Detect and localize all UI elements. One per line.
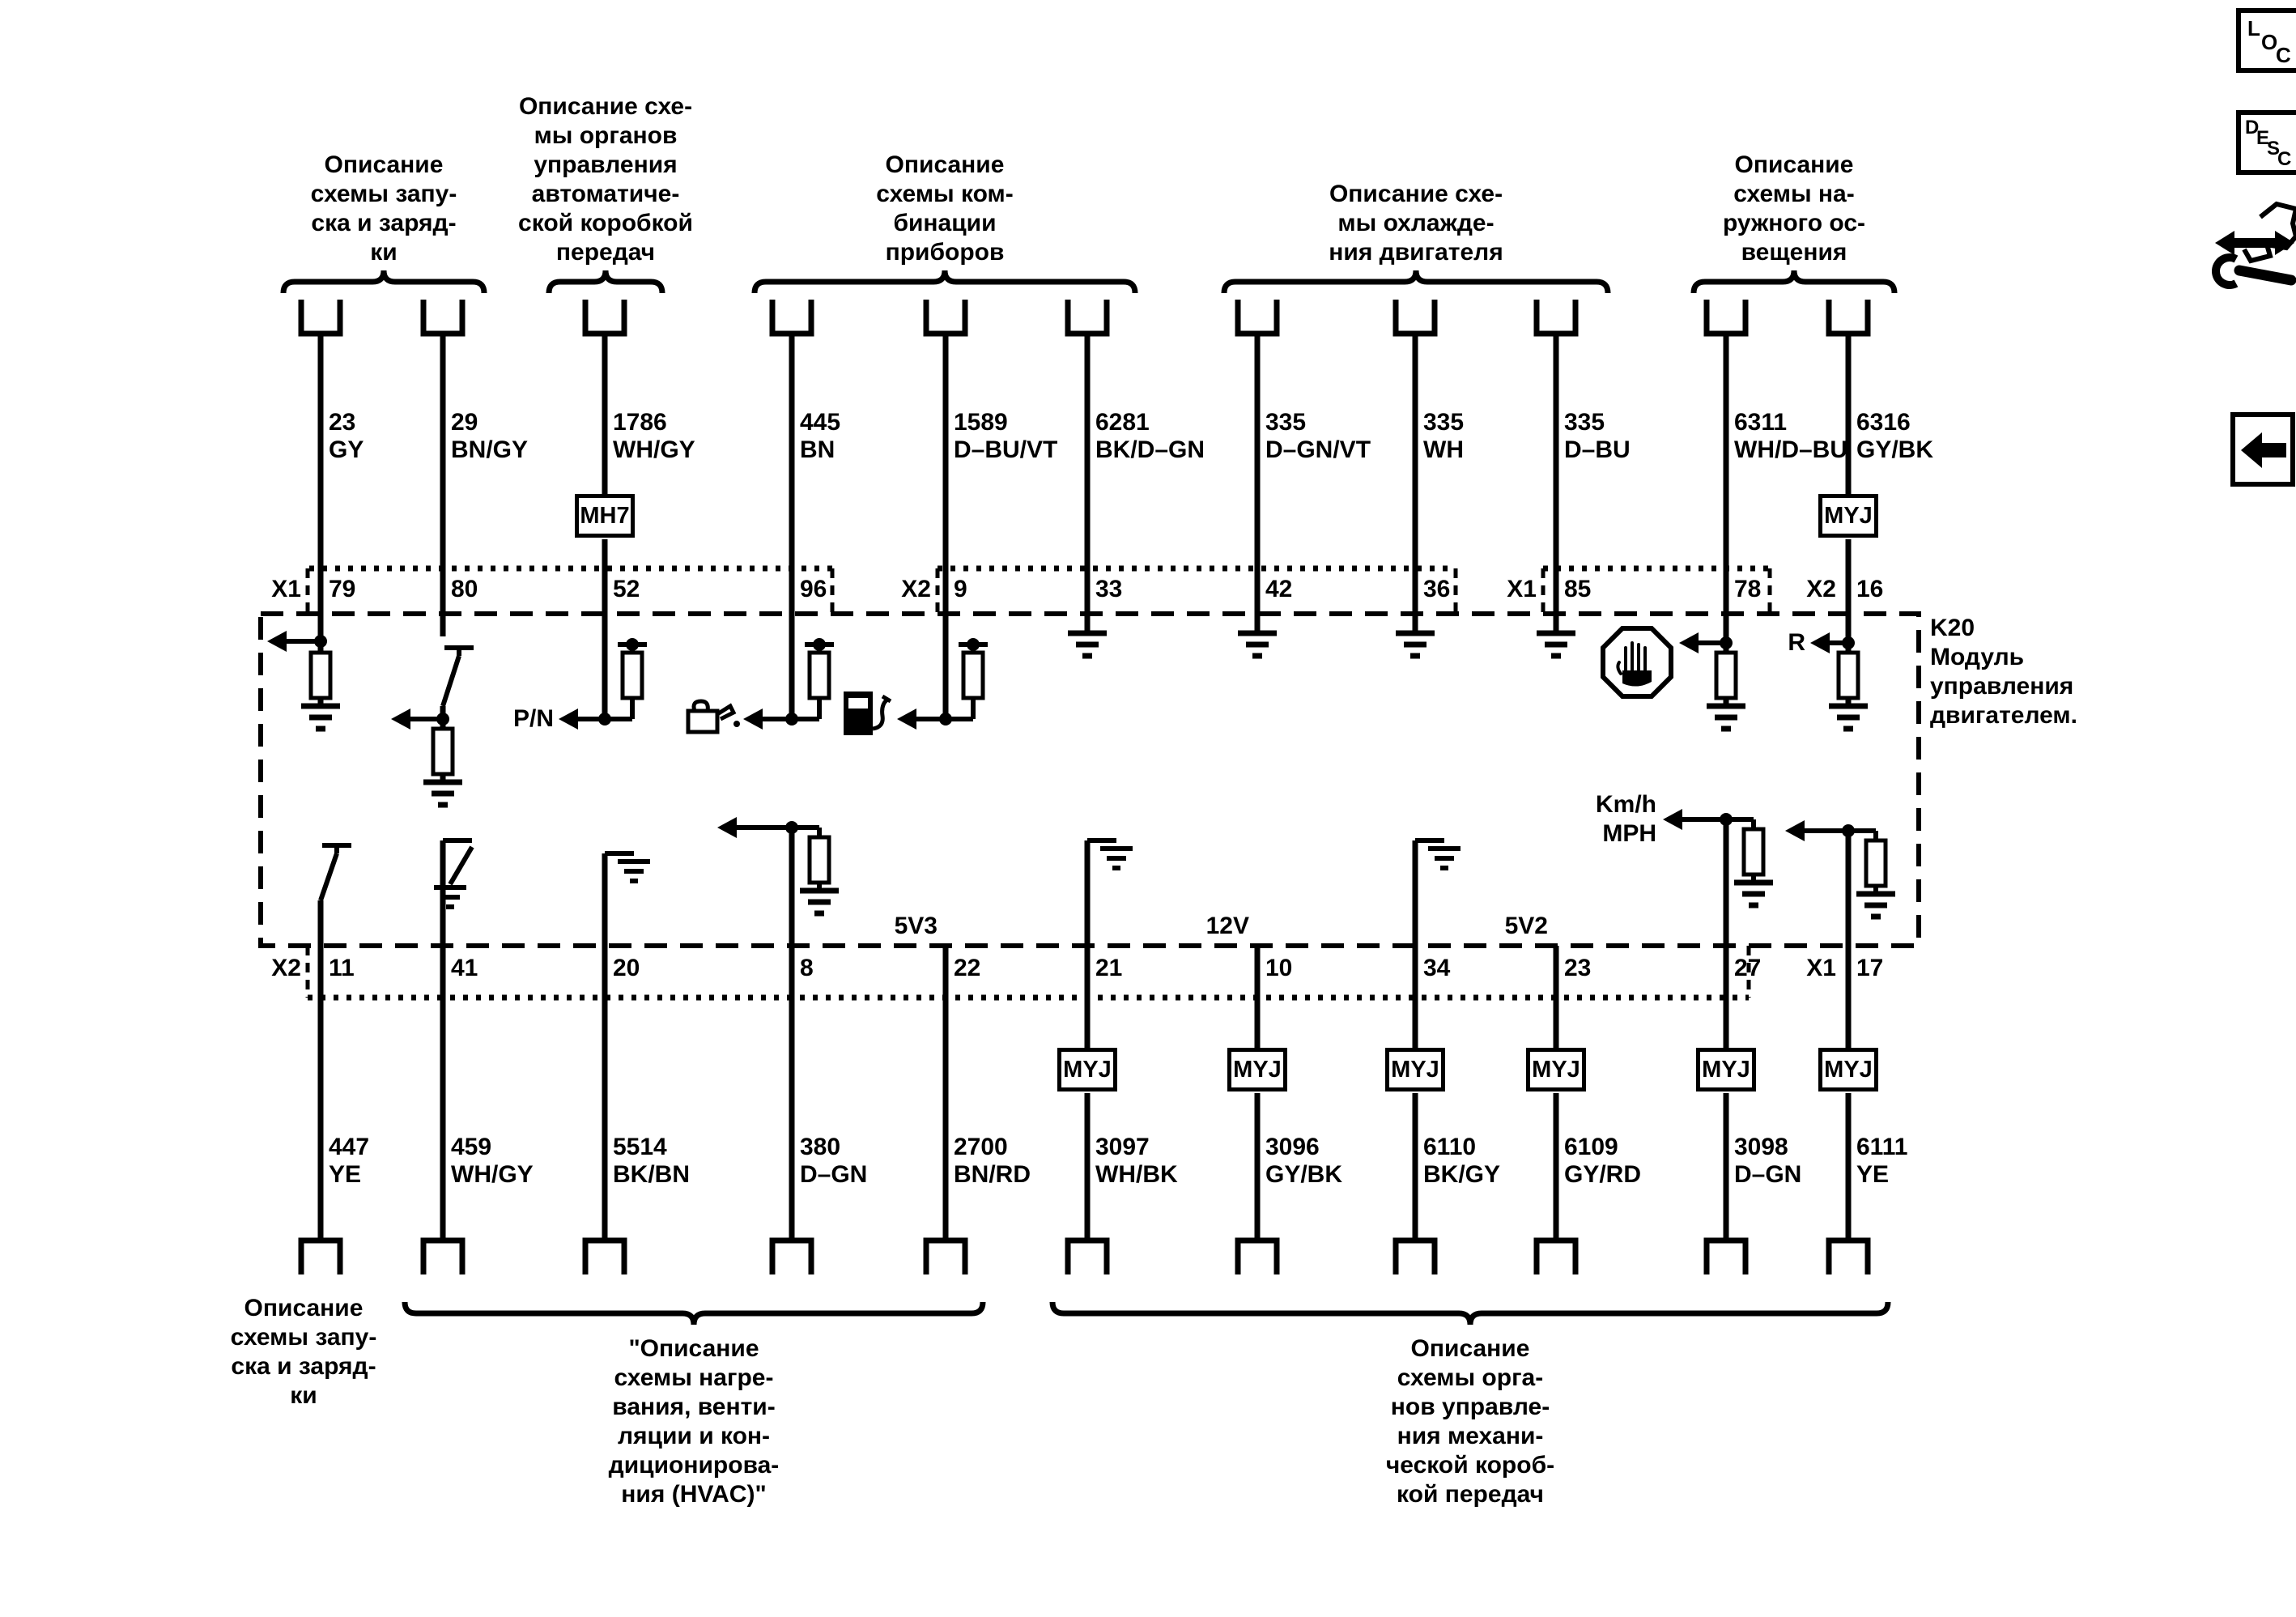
group-braces-top	[283, 270, 1894, 293]
top-group-label-engine-cooling: Описание схе- мы охлажде- ния двигателя	[1329, 181, 1503, 266]
wire-label: 23 GY	[329, 409, 364, 463]
wire-label: 445 BN	[800, 409, 841, 463]
top-group-label-exterior-lighting: Описание схемы на- ружного ос- вещения	[1722, 151, 1866, 266]
pin-number: 23	[1564, 955, 1592, 981]
wire-label: 6316 GY/BK	[1856, 409, 1934, 463]
pin-number: 20	[613, 955, 640, 981]
pin-number: 34	[1423, 955, 1451, 981]
supply-label-12v: 12V	[1205, 913, 1249, 939]
connector-code-box-myj: MYJ	[1526, 1048, 1586, 1091]
pin-number: 96	[800, 576, 827, 602]
desc-button[interactable]	[2236, 110, 2296, 175]
wire-label: 29 BN/GY	[451, 409, 529, 463]
connector-code-box-myj: MYJ	[1385, 1048, 1445, 1091]
pin-number: 36	[1423, 576, 1451, 602]
pin-number: 10	[1265, 955, 1293, 981]
pn-signal-label: P/N	[512, 705, 554, 732]
connector-code-box-myj: MYJ	[1227, 1048, 1287, 1091]
fuel-pump-icon	[844, 691, 891, 735]
connector-name-x2: X2	[901, 576, 931, 602]
pin-number: 52	[613, 576, 640, 602]
wire-label: 3096 GY/BK	[1265, 1134, 1343, 1188]
pin-number: 11	[329, 955, 355, 981]
loc-letter: C	[2276, 43, 2291, 67]
pin-number: 22	[954, 955, 981, 981]
wire-label: 447 YE	[329, 1134, 370, 1188]
top-group-label-automatic-transmission: Описание схе- мы органов управления автоматиче- ской коробкой передач	[518, 93, 693, 266]
wire-label: 459 WH/GY	[451, 1134, 534, 1188]
bottom-group-label-starting-charging: Описание схемы запу- ска и заряд- ки	[230, 1295, 377, 1409]
pin-number: 80	[451, 576, 478, 602]
wire-label: 1786 WH/GY	[613, 409, 695, 463]
pin-number: 9	[954, 576, 967, 602]
module-k20-label: K20 Модуль управления двигателем.	[1930, 615, 2077, 729]
wire-label: 335 WH	[1423, 409, 1465, 463]
top-group-label-instrument-cluster: Описание схемы ком- бинации приборов	[876, 151, 1014, 266]
pin-number: 42	[1265, 576, 1293, 602]
pin-number: 78	[1734, 576, 1762, 602]
connector-terminal-symbols-bottom	[301, 1240, 1868, 1274]
connector-code-box-mh7: MH7	[575, 494, 635, 538]
desc-letter: S	[2267, 138, 2281, 160]
wire-label: 5514 BK/BN	[613, 1134, 690, 1188]
pin-number: 8	[800, 955, 814, 981]
desc-letter: C	[2277, 148, 2292, 170]
wire-label: 1589 D–BU/VT	[954, 409, 1058, 463]
loc-letter: L	[2247, 16, 2260, 40]
top-group-label-starting-charging: Описание схемы запу- ска и заряд- ки	[310, 151, 457, 266]
back-button[interactable]	[2233, 415, 2293, 484]
wire-label: 335 D–GN/VT	[1265, 409, 1371, 463]
pin-number: 33	[1095, 576, 1123, 602]
wire-label: 335 D–BU	[1564, 409, 1631, 463]
connector-name-x1: X1	[1507, 576, 1537, 602]
wire-label: 6109 GY/RD	[1564, 1134, 1642, 1188]
wire-label: 6281 BK/D–GN	[1095, 409, 1205, 463]
wire-label: 3098 D–GN	[1734, 1134, 1802, 1188]
stop-hand-icon	[1603, 628, 1671, 696]
supply-label-5v3: 5V3	[894, 913, 938, 939]
wire-label: 6311 WH/D–BU	[1734, 409, 1847, 463]
connector-name-x2: X2	[1806, 576, 1836, 602]
service-navigation-icon[interactable]	[2215, 204, 2296, 285]
loc-letter: O	[2261, 30, 2278, 54]
connector-code-box-myj: MYJ	[1696, 1048, 1756, 1091]
connector-code-box-myj: MYJ	[1057, 1048, 1117, 1091]
r-signal-label: R	[1788, 629, 1805, 656]
wire-label: 3097 WH/BK	[1095, 1134, 1178, 1188]
bottom-group-label-hvac: "Описание схемы нагре- вания, венти- ляции и кон- диционирова- ния (HVAC)"	[608, 1335, 780, 1508]
pin-number: 17	[1856, 955, 1884, 981]
oil-pressure-icon	[688, 701, 740, 732]
pin-number: 79	[329, 576, 356, 602]
wire-label: 6111 YE	[1856, 1134, 1908, 1188]
pin-number: 85	[1564, 576, 1592, 602]
desc-letter: D	[2245, 117, 2260, 138]
wire-label: 6110 BK/GY	[1423, 1134, 1501, 1188]
connector-name-x1: X1	[271, 576, 301, 602]
connector-terminal-symbols-top	[301, 300, 1868, 334]
loc-button[interactable]	[2236, 8, 2296, 73]
desc-letter: E	[2256, 127, 2270, 149]
pin-number: 27	[1734, 955, 1762, 981]
wire-label: 380 D–GN	[800, 1134, 868, 1188]
speed-signal-label: Km/h MPH	[1596, 791, 1656, 847]
supply-label-5v2: 5V2	[1504, 913, 1548, 939]
bottom-group-label-manual-transmission: Описание схемы орга- нов управле- ния механи- ческой короб- кой передач	[1385, 1335, 1555, 1508]
connector-code-box-myj: MYJ	[1818, 1048, 1878, 1091]
wire-label: 2700 BN/RD	[954, 1134, 1031, 1188]
connector-name-x1: X1	[1806, 955, 1836, 981]
pin-number: 41	[451, 955, 478, 981]
pin-number: 16	[1856, 576, 1884, 602]
connector-code-box-myj: MYJ	[1818, 494, 1878, 538]
pin-number: 21	[1095, 955, 1123, 981]
group-braces-bottom	[405, 1302, 1888, 1325]
connector-name-x2: X2	[271, 955, 301, 981]
